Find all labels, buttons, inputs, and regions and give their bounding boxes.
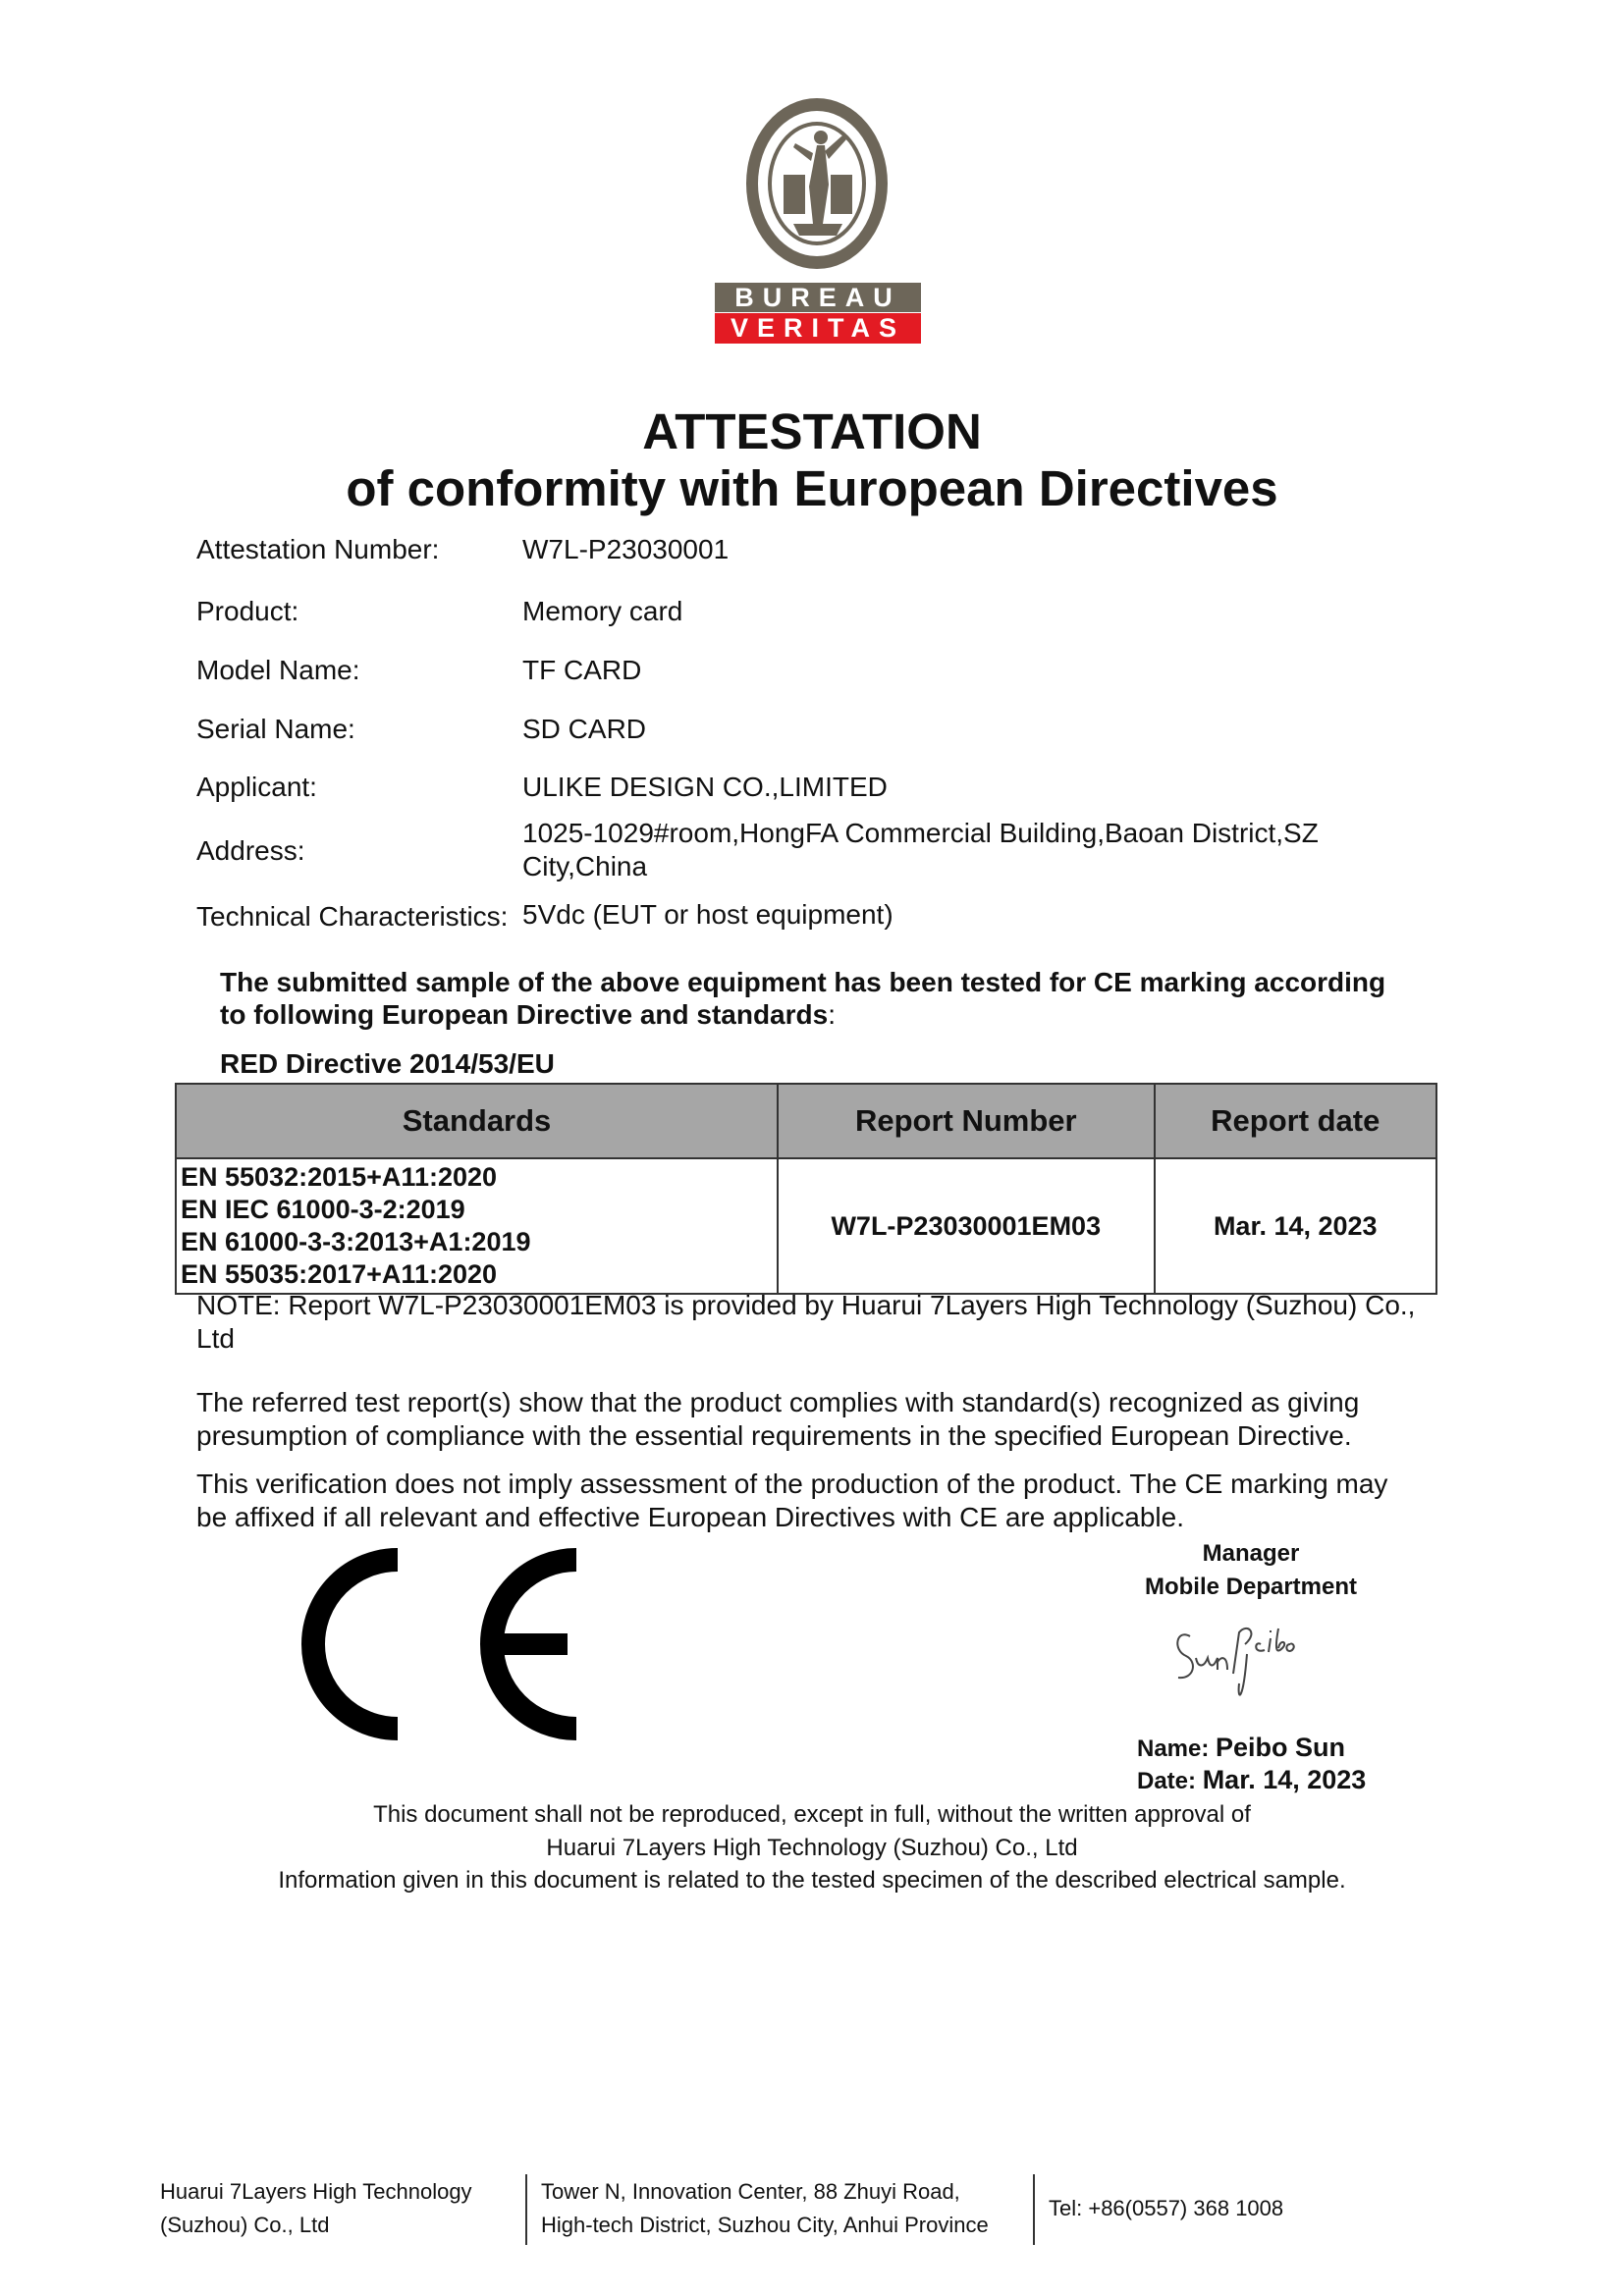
standard-item: EN IEC 61000-3-2:2019 (181, 1195, 465, 1224)
paragraph2-line1: This verification does not imply assessment of the production of the product. The CE marking may (196, 1468, 1388, 1499)
intro-line1: The submitted sample of the above equipment has been tested for CE marking according (220, 967, 1386, 997)
note-line2: Ltd (196, 1323, 235, 1354)
footer-telephone: Tel: +86(0557) 368 1008 (1049, 2196, 1284, 2220)
footer-divider (525, 2174, 527, 2245)
field-value-model-name: TF CARD (522, 655, 642, 685)
logo-line-veritas: VERITAS (715, 313, 921, 344)
field-value-serial-name: SD CARD (522, 714, 647, 744)
table-header-row (176, 1084, 1436, 1158)
report-number-cell: W7L-P23030001EM03 (778, 1158, 1154, 1294)
handwritten-signature-icon (1168, 1615, 1316, 1703)
field-label-serial-name: Serial Name: (196, 714, 355, 744)
field-label-model-name: Model Name: (196, 655, 360, 685)
disclaimer-line2: Huarui 7Layers High Technology (Suzhou) Co., Ltd (546, 1835, 1078, 1861)
directive-label: RED Directive 2014/53/EU (220, 1048, 555, 1079)
bureau-veritas-logo (715, 96, 921, 351)
disclaimer-line3: Information given in this document is related to the tested specimen of the described electrical sample. (278, 1867, 1346, 1894)
field-label-applicant: Applicant: (196, 772, 317, 802)
note-line1: NOTE: Report W7L-P23030001EM03 is provided by Huarui 7Layers High Technology (Suzhou) Co., (196, 1290, 1416, 1320)
field-value-address-line1: 1025-1029#room,HongFA Commercial Building,Baoan District,SZ (522, 818, 1319, 848)
paragraph2-line2: be affixed if all relevant and effective European Directives with CE are applicable. (196, 1502, 1184, 1532)
field-value-technical-characteristics: 5Vdc (EUT or host equipment) (522, 899, 893, 930)
intro-line2 (220, 999, 836, 1031)
standards-table (175, 1083, 1437, 1295)
footer-company-line2: (Suzhou) Co., Ltd (160, 2213, 330, 2237)
ce-mark-icon (275, 1546, 589, 1742)
disclaimer-line1: This document shall not be reproduced, except in full, without the written approval of (373, 1801, 1251, 1828)
paragraph1-line1: The referred test report(s) show that the product complies with standard(s) recognized as giving (196, 1387, 1360, 1417)
standards-cell (176, 1158, 778, 1294)
signature-date: Mar. 14, 2023 (1202, 1765, 1367, 1794)
signatory-department: Mobile Department (1144, 1574, 1358, 1600)
standard-item: EN 55035:2017+A11:2020 (181, 1259, 498, 1289)
table-row (176, 1158, 1436, 1294)
signatory-title: Manager (1202, 1540, 1300, 1567)
report-date-cell: Mar. 14, 2023 (1155, 1158, 1436, 1294)
field-value-applicant: ULIKE DESIGN CO.,LIMITED (522, 772, 888, 802)
document-title: ATTESTATION (642, 403, 982, 459)
signatory-name: Peibo Sun (1216, 1733, 1346, 1762)
name-label: Name: (1137, 1735, 1210, 1762)
document-subtitle: of conformity with European Directives (346, 460, 1278, 516)
footer-divider (1033, 2174, 1035, 2245)
footer-address-line1: Tower N, Innovation Center, 88 Zhuyi Road, (541, 2179, 960, 2204)
bureau-veritas-seal-icon (744, 96, 890, 271)
field-label-technical-characteristics: Technical Characteristics: (196, 901, 509, 932)
logo-line-bureau: BUREAU (715, 283, 921, 312)
date-label: Date: (1137, 1768, 1197, 1794)
field-label-address: Address: (196, 835, 305, 866)
standard-item: EN 61000-3-3:2013+A1:2019 (181, 1227, 531, 1256)
table-header-report-number: Report Number (778, 1084, 1154, 1158)
field-value-address-line2: City,China (522, 851, 648, 881)
table-header-standards: Standards (176, 1084, 778, 1158)
field-value-product: Memory card (522, 596, 683, 626)
field-value-attestation-number: W7L-P23030001 (522, 534, 730, 564)
field-label-attestation-number: Attestation Number: (196, 534, 440, 564)
signatory-name-line (1137, 1733, 1345, 1763)
field-label-product: Product: (196, 596, 299, 626)
footer-address-line2: High-tech District, Suzhou City, Anhui Province (541, 2213, 989, 2237)
intro-line2-suffix: : (828, 999, 836, 1030)
signature-date-line (1137, 1765, 1366, 1795)
standard-item: EN 55032:2015+A11:2020 (181, 1162, 498, 1192)
intro-line2-text: to following European Directive and standards (220, 999, 829, 1030)
paragraph1-line2: presumption of compliance with the essential requirements in the specified European Directive. (196, 1420, 1352, 1451)
table-header-report-date: Report date (1155, 1084, 1436, 1158)
footer-company-line1: Huarui 7Layers High Technology (160, 2179, 472, 2204)
